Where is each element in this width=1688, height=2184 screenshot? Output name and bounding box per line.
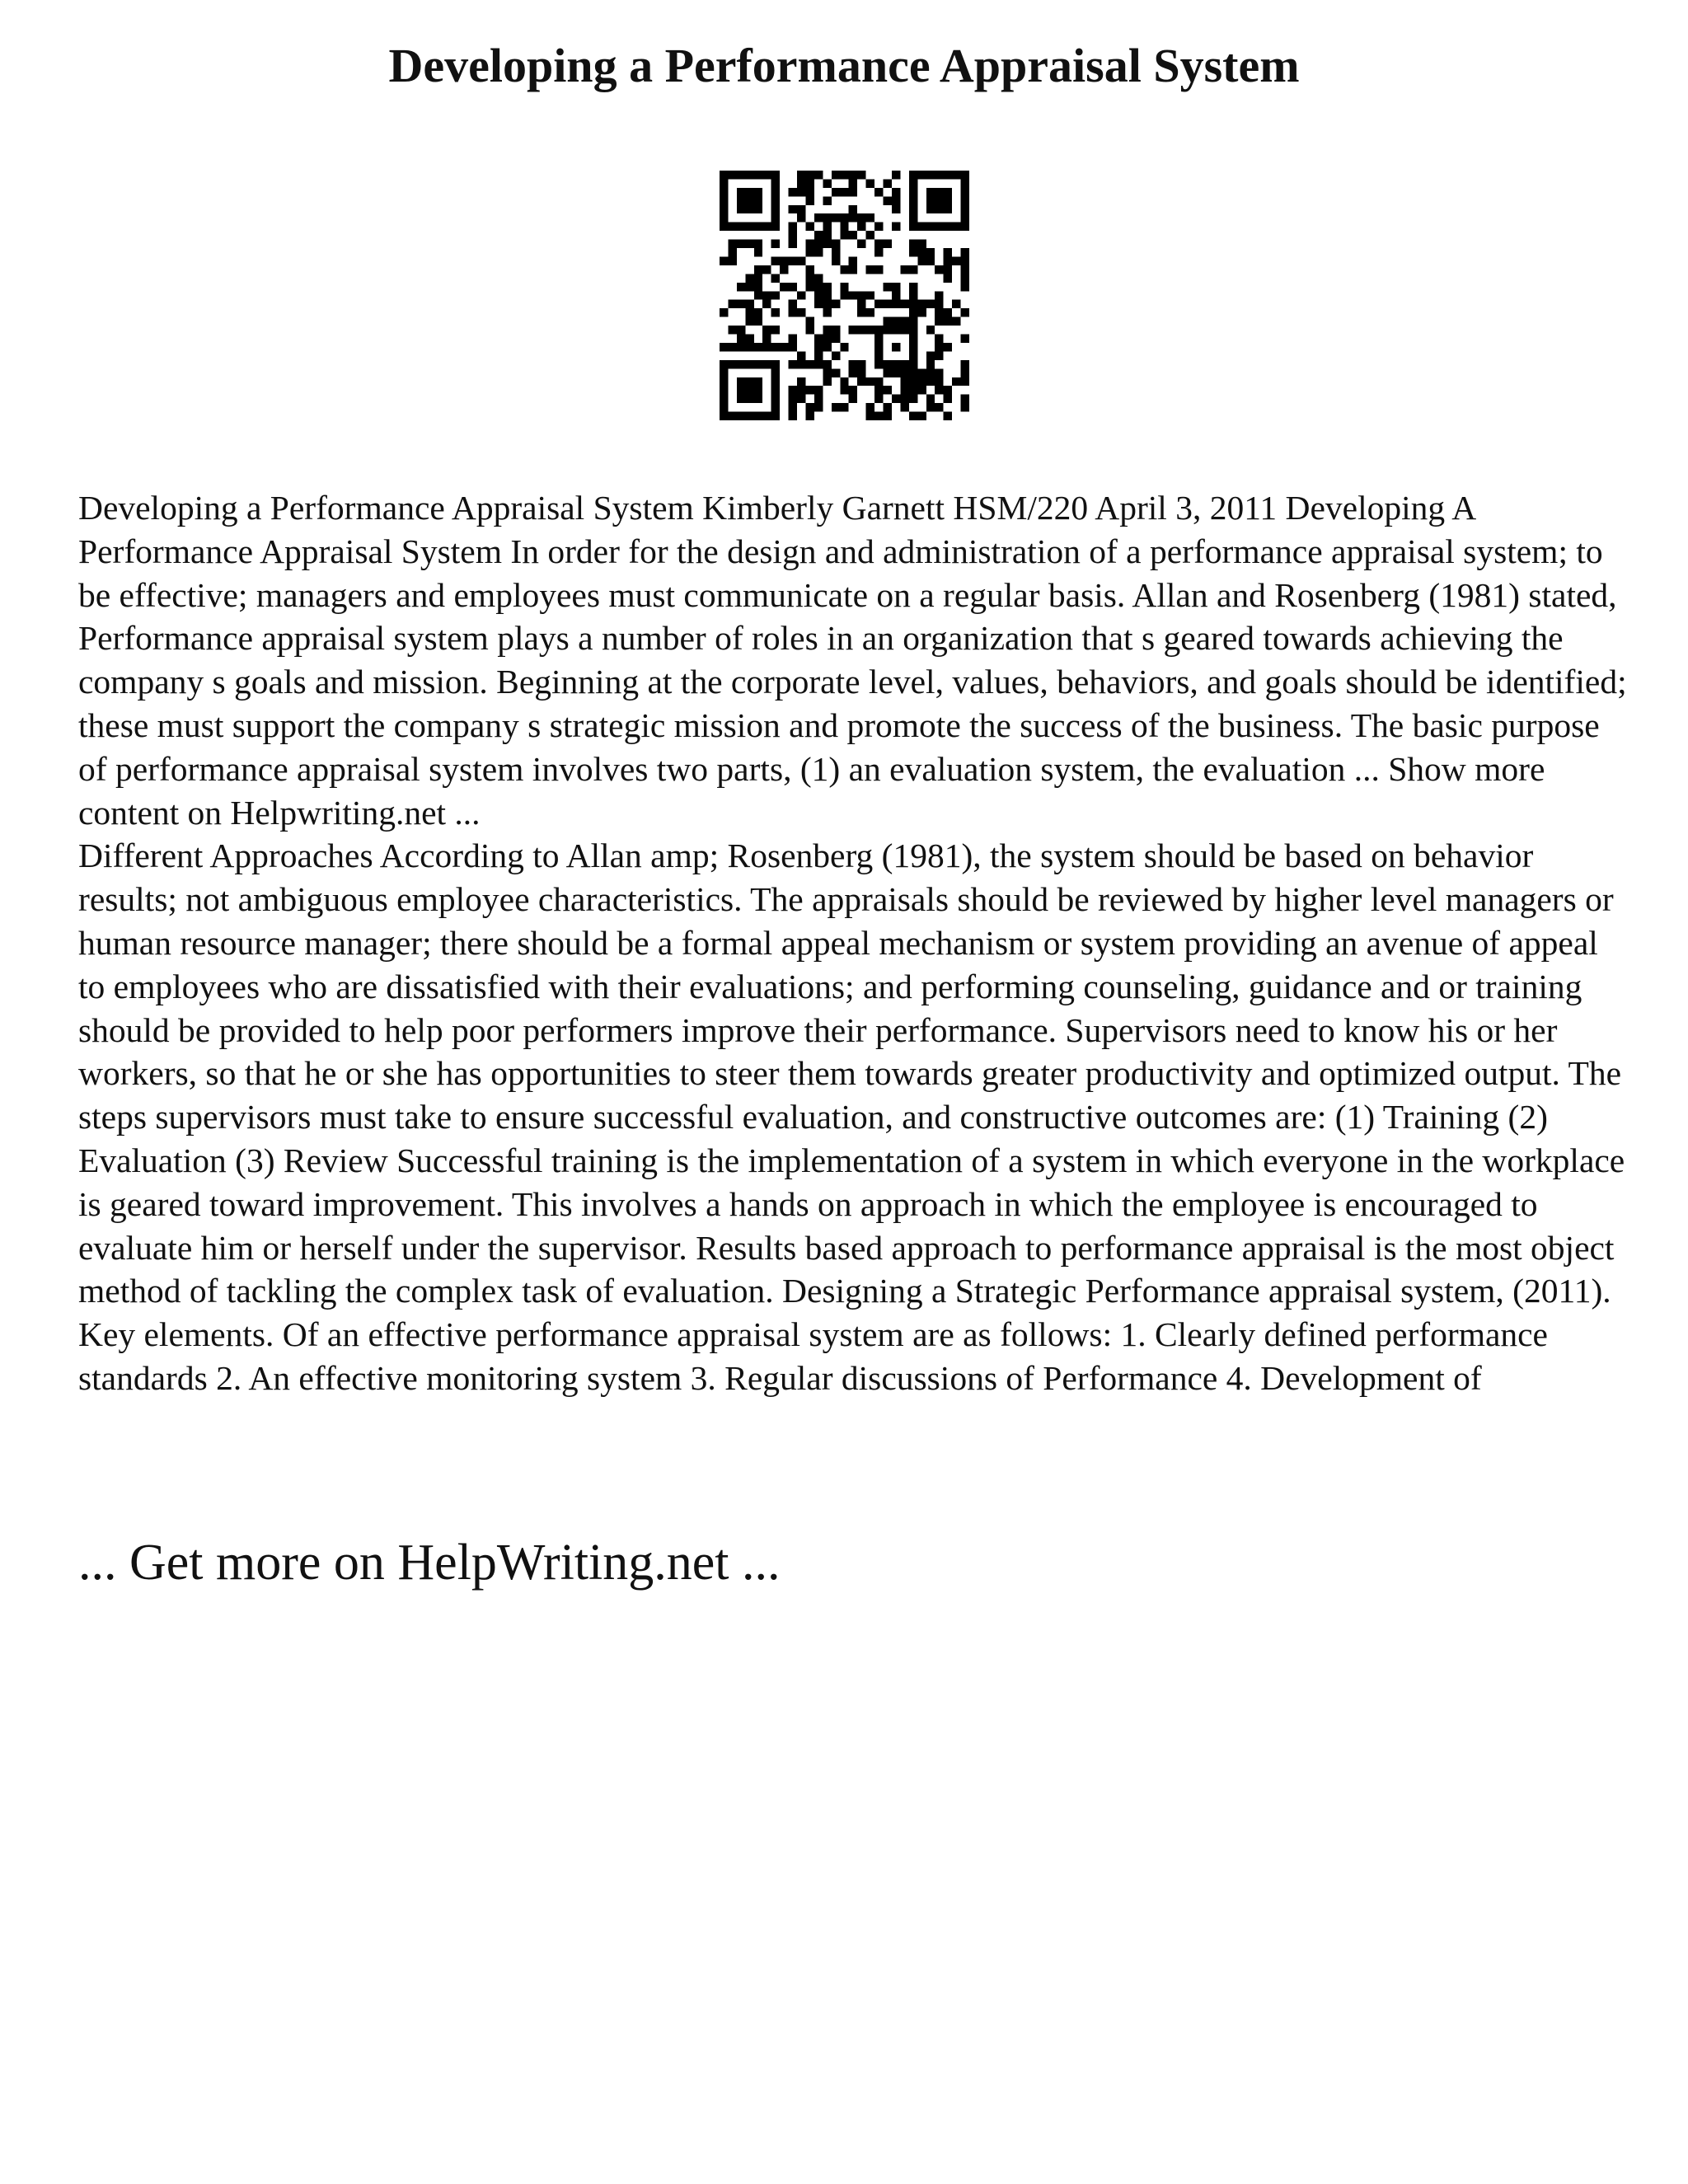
body-paragraph-intro: Developing a Performance Appraisal System Kimberly Garnett HSM/220 April 3, 2011 Developing A Performance Appraisal System In order for the design and administration of a performance appraisal system; to be effective; managers and employees must communicate on a regular basis. Allan and Rosenberg (1981) stated, Performance appraisal system plays a number of roles in an organization that s geared towards achieving the company s goals and mission. Beginning at the corporate level, values, behaviors, and goals should be identified; these must support the company s strategic mission and promote the success of the business. The basic purpose of performance appraisal system involves two parts, (1) an evaluation system, the evaluation ... Show more content on Helpwriting.net ... xyxy=(78,489,1627,832)
body-paragraph-approaches: Different Approaches According to Allan amp; Rosenberg (1981), the system should be based on behavior results; not ambiguous employee characteristics. The appraisals should be reviewed by higher level managers or human resource manager; there should be a formal appeal mechanism or system providing an avenue of appeal to employees who are dissatisfied with their evaluations; and performing counseling, guidance and or training should be provided to help poor performers improve their performance. Supervisors need to know his or her workers, so that he or she has opportunities to steer them towards greater productivity and optimized output. The steps supervisors must take to ensure successful evaluation, and constructive outcomes are: (1) Training (2) Evaluation (3) Review Successful training is the implementation of a system in which everyone in the workplace is geared toward improvement. This involves a hands on approach in which the employee is encouraged to evaluate him or herself under the supervisor. Results based approach to performance appraisal is the most object method of tackling the complex task of evaluation. Designing a Strategic Performance appraisal system, (2011). Key elements. Of an effective performance appraisal system are as follows: 1. Clearly defined performance standards 2. An effective monitoring system 3. Regular discussions of Performance 4. Development of xyxy=(78,837,1625,1397)
get-more-link[interactable]: ... Get more on HelpWriting.net ... xyxy=(78,1535,781,1591)
qr-code-icon[interactable] xyxy=(720,171,969,420)
document-title: Developing a Performance Appraisal System xyxy=(388,39,1300,92)
document-body xyxy=(78,486,1628,1400)
